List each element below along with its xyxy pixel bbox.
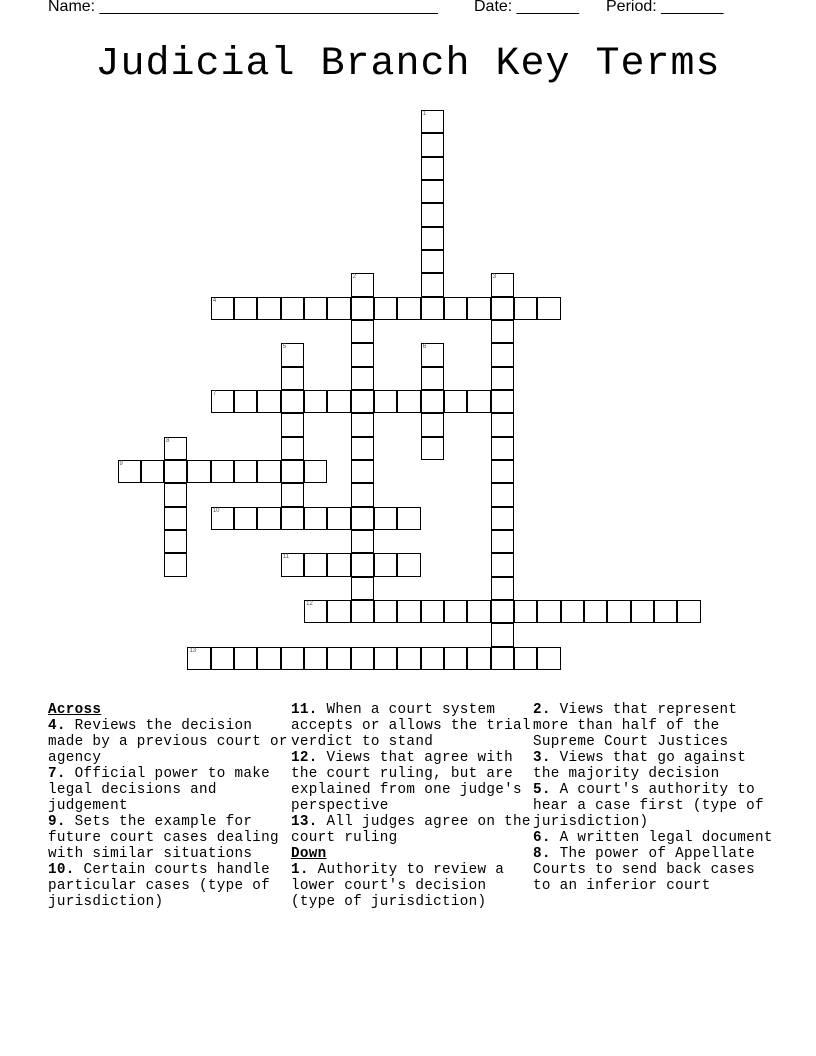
grid-cell[interactable] xyxy=(211,297,234,320)
grid-cell[interactable] xyxy=(467,600,490,623)
grid-cell[interactable] xyxy=(211,460,234,483)
grid-cell[interactable] xyxy=(351,320,374,343)
clue-across-12: 12. Views that agree with the court ruling, but are explained from one judge's perspective xyxy=(291,750,522,814)
grid-cell[interactable] xyxy=(351,343,374,366)
grid-cell[interactable] xyxy=(304,553,327,576)
grid-cell[interactable] xyxy=(351,273,374,296)
grid-cell[interactable] xyxy=(397,297,420,320)
grid-cell[interactable] xyxy=(491,507,514,530)
clue-across-9: 9. Sets the example for future court cases dealing with similar situations xyxy=(48,814,279,862)
grid-cell[interactable] xyxy=(257,297,280,320)
grid-cell[interactable] xyxy=(397,647,420,670)
grid-cell[interactable] xyxy=(327,600,350,623)
clue-down-8: 8. The power of Appellate Courts to send back cases to an inferior court xyxy=(533,846,755,894)
grid-cell[interactable] xyxy=(491,297,514,320)
grid-cell[interactable] xyxy=(421,343,444,366)
grid-cell[interactable] xyxy=(234,647,257,670)
grid-cell[interactable] xyxy=(421,250,444,273)
grid-cell[interactable] xyxy=(584,600,607,623)
grid-cell[interactable] xyxy=(281,647,304,670)
grid-cell[interactable] xyxy=(257,647,280,670)
grid-cell[interactable] xyxy=(281,413,304,436)
grid-cell[interactable] xyxy=(467,647,490,670)
cell-number: 9 xyxy=(119,460,123,467)
grid-cell[interactable] xyxy=(211,647,234,670)
grid-cell[interactable] xyxy=(514,647,537,670)
grid-cell[interactable] xyxy=(374,390,397,413)
grid-cell[interactable] xyxy=(281,483,304,506)
grid-cell[interactable] xyxy=(421,180,444,203)
grid-cell[interactable] xyxy=(351,297,374,320)
grid-cell[interactable] xyxy=(421,110,444,133)
grid-cell[interactable] xyxy=(234,297,257,320)
grid-cell[interactable] xyxy=(491,600,514,623)
cell-number: 5 xyxy=(282,344,287,351)
grid-cell[interactable] xyxy=(257,507,280,530)
clue-across-4: 4. Reviews the decision made by a previous court or agency xyxy=(48,718,288,766)
grid-cell[interactable] xyxy=(491,483,514,506)
grid-cell[interactable] xyxy=(374,647,397,670)
grid-cell[interactable] xyxy=(164,507,187,530)
down-heading: Down xyxy=(291,846,327,862)
grid-cell[interactable] xyxy=(491,623,514,646)
grid-cell[interactable] xyxy=(421,157,444,180)
grid-cell[interactable] xyxy=(491,460,514,483)
grid-cell[interactable] xyxy=(491,577,514,600)
clue-down-6: 6. A written legal document xyxy=(533,830,773,846)
grid-cell[interactable] xyxy=(281,460,304,483)
grid-cell[interactable] xyxy=(514,600,537,623)
grid-cell[interactable] xyxy=(374,600,397,623)
name-field[interactable]: Name: ______________________________________ xyxy=(48,0,438,15)
grid-cell[interactable] xyxy=(491,647,514,670)
grid-cell[interactable] xyxy=(351,483,374,506)
grid-cell[interactable] xyxy=(211,390,234,413)
date-field[interactable]: Date: _______ xyxy=(474,0,579,15)
cell-number: 1 xyxy=(422,111,427,117)
grid-cell[interactable] xyxy=(374,553,397,576)
cell-number: 13 xyxy=(189,647,197,654)
grid-cell[interactable] xyxy=(304,647,327,670)
grid-cell[interactable] xyxy=(327,553,350,576)
clue-across-13: 13. All judges agree on the court ruling xyxy=(291,814,531,846)
grid-cell[interactable] xyxy=(374,507,397,530)
grid-cell[interactable] xyxy=(491,320,514,343)
grid-cell[interactable] xyxy=(374,297,397,320)
grid-cell[interactable] xyxy=(327,507,350,530)
grid-cell[interactable] xyxy=(281,343,304,366)
grid-cell[interactable] xyxy=(491,390,514,413)
grid-cell[interactable] xyxy=(281,437,304,460)
grid-cell[interactable] xyxy=(281,390,304,413)
grid-cell[interactable] xyxy=(281,507,304,530)
clue-across-10: 10. Certain courts handle particular cases (type of jurisdiction) xyxy=(48,862,270,910)
grid-cell[interactable] xyxy=(444,390,467,413)
grid-cell[interactable] xyxy=(351,413,374,436)
grid-cell[interactable] xyxy=(164,483,187,506)
grid-cell[interactable] xyxy=(491,367,514,390)
grid-cell[interactable] xyxy=(421,600,444,623)
grid-cell[interactable] xyxy=(304,390,327,413)
grid-cell[interactable] xyxy=(537,647,560,670)
grid-cell[interactable] xyxy=(491,413,514,436)
clue-down-3: 3. Views that go against the majority decision xyxy=(533,750,747,782)
grid-cell[interactable] xyxy=(304,460,327,483)
grid-cell[interactable] xyxy=(351,600,374,623)
grid-cell[interactable] xyxy=(397,390,420,413)
grid-cell[interactable] xyxy=(444,600,467,623)
grid-cell[interactable] xyxy=(397,507,420,530)
grid-cell[interactable] xyxy=(397,600,420,623)
grid-cell[interactable] xyxy=(281,297,304,320)
grid-cell[interactable] xyxy=(211,507,234,530)
grid-cell[interactable] xyxy=(421,273,444,296)
grid-cell[interactable] xyxy=(187,647,210,670)
grid-cell[interactable] xyxy=(421,390,444,413)
grid-cell[interactable] xyxy=(234,390,257,413)
cell-number: 12 xyxy=(306,600,313,607)
grid-cell[interactable] xyxy=(118,460,141,483)
grid-cell[interactable] xyxy=(327,647,350,670)
grid-cell[interactable] xyxy=(467,297,490,320)
grid-cell[interactable] xyxy=(607,600,630,623)
page-title: Judicial Branch Key Terms xyxy=(95,42,721,87)
grid-cell[interactable] xyxy=(327,390,350,413)
grid-cell[interactable] xyxy=(281,553,304,576)
grid-cell[interactable] xyxy=(444,297,467,320)
grid-cell[interactable] xyxy=(654,600,677,623)
cell-number: 3 xyxy=(492,274,497,281)
cell-number: 10 xyxy=(212,507,220,514)
grid-cell[interactable] xyxy=(491,437,514,460)
grid-cell[interactable] xyxy=(304,600,327,623)
grid-cell[interactable] xyxy=(351,530,374,553)
grid-cell[interactable] xyxy=(421,647,444,670)
grid-cell[interactable] xyxy=(164,437,187,460)
cell-number: 4 xyxy=(212,297,217,304)
grid-cell[interactable] xyxy=(491,553,514,576)
grid-cell[interactable] xyxy=(421,297,444,320)
grid-cell[interactable] xyxy=(257,390,280,413)
period-field[interactable]: Period: _______ xyxy=(606,0,724,15)
grid-cell[interactable] xyxy=(491,530,514,553)
across-heading: Across xyxy=(48,702,102,718)
grid-cell[interactable] xyxy=(234,507,257,530)
grid-cell[interactable] xyxy=(164,530,187,553)
clues-column-2 xyxy=(291,702,536,910)
grid-cell[interactable] xyxy=(677,600,700,623)
cell-number: 2 xyxy=(352,274,357,281)
grid-cell[interactable] xyxy=(421,203,444,226)
clues-column-3 xyxy=(533,702,778,894)
grid-cell[interactable] xyxy=(491,273,514,296)
cell-number: 8 xyxy=(166,437,170,444)
grid-cell[interactable] xyxy=(421,227,444,250)
grid-cell[interactable] xyxy=(351,647,374,670)
grid-cell[interactable] xyxy=(514,297,537,320)
grid-cell[interactable] xyxy=(281,367,304,390)
grid-cell[interactable] xyxy=(351,390,374,413)
grid-cell[interactable] xyxy=(234,460,257,483)
grid-cell[interactable] xyxy=(491,343,514,366)
clues-column-1 xyxy=(48,702,293,910)
clue-down-2: 2. Views that represent more than half of the Supreme Court Justices xyxy=(533,702,738,750)
clue-down-1: 1. Authority to review a lower court's decision (type of jurisdiction) xyxy=(291,862,505,910)
grid-cell[interactable] xyxy=(257,460,280,483)
grid-cell[interactable] xyxy=(141,460,164,483)
grid-cell[interactable] xyxy=(351,460,374,483)
clue-down-5: 5. A court's authority to hear a case first (type of jurisdiction) xyxy=(533,782,764,830)
cell-number: 11 xyxy=(282,554,290,561)
grid-cell[interactable] xyxy=(304,507,327,530)
grid-cell[interactable] xyxy=(467,390,490,413)
grid-cell[interactable] xyxy=(304,297,327,320)
grid-cell[interactable] xyxy=(421,413,444,436)
grid-cell[interactable] xyxy=(537,297,560,320)
grid-cell[interactable] xyxy=(351,577,374,600)
grid-cell[interactable] xyxy=(444,647,467,670)
grid-cell[interactable] xyxy=(327,297,350,320)
cell-number: 7 xyxy=(212,390,217,397)
grid-cell[interactable] xyxy=(351,553,374,576)
cell-number: 6 xyxy=(422,344,427,351)
grid-cell[interactable] xyxy=(421,437,444,460)
grid-cell[interactable] xyxy=(397,553,420,576)
grid-cell[interactable] xyxy=(421,133,444,156)
clue-across-7: 7. Official power to make legal decisions and judgement xyxy=(48,766,270,814)
grid-cell[interactable] xyxy=(351,437,374,460)
grid-cell[interactable] xyxy=(537,600,560,623)
grid-cell[interactable] xyxy=(164,460,187,483)
grid-cell[interactable] xyxy=(631,600,654,623)
grid-cell[interactable] xyxy=(164,553,187,576)
clue-across-11: 11. When a court system accepts or allows the trial verdict to stand xyxy=(291,702,531,750)
grid-cell[interactable] xyxy=(351,367,374,390)
grid-cell[interactable] xyxy=(187,460,210,483)
grid-cell[interactable] xyxy=(561,600,584,623)
grid-cell[interactable] xyxy=(421,367,444,390)
grid-cell[interactable] xyxy=(351,507,374,530)
